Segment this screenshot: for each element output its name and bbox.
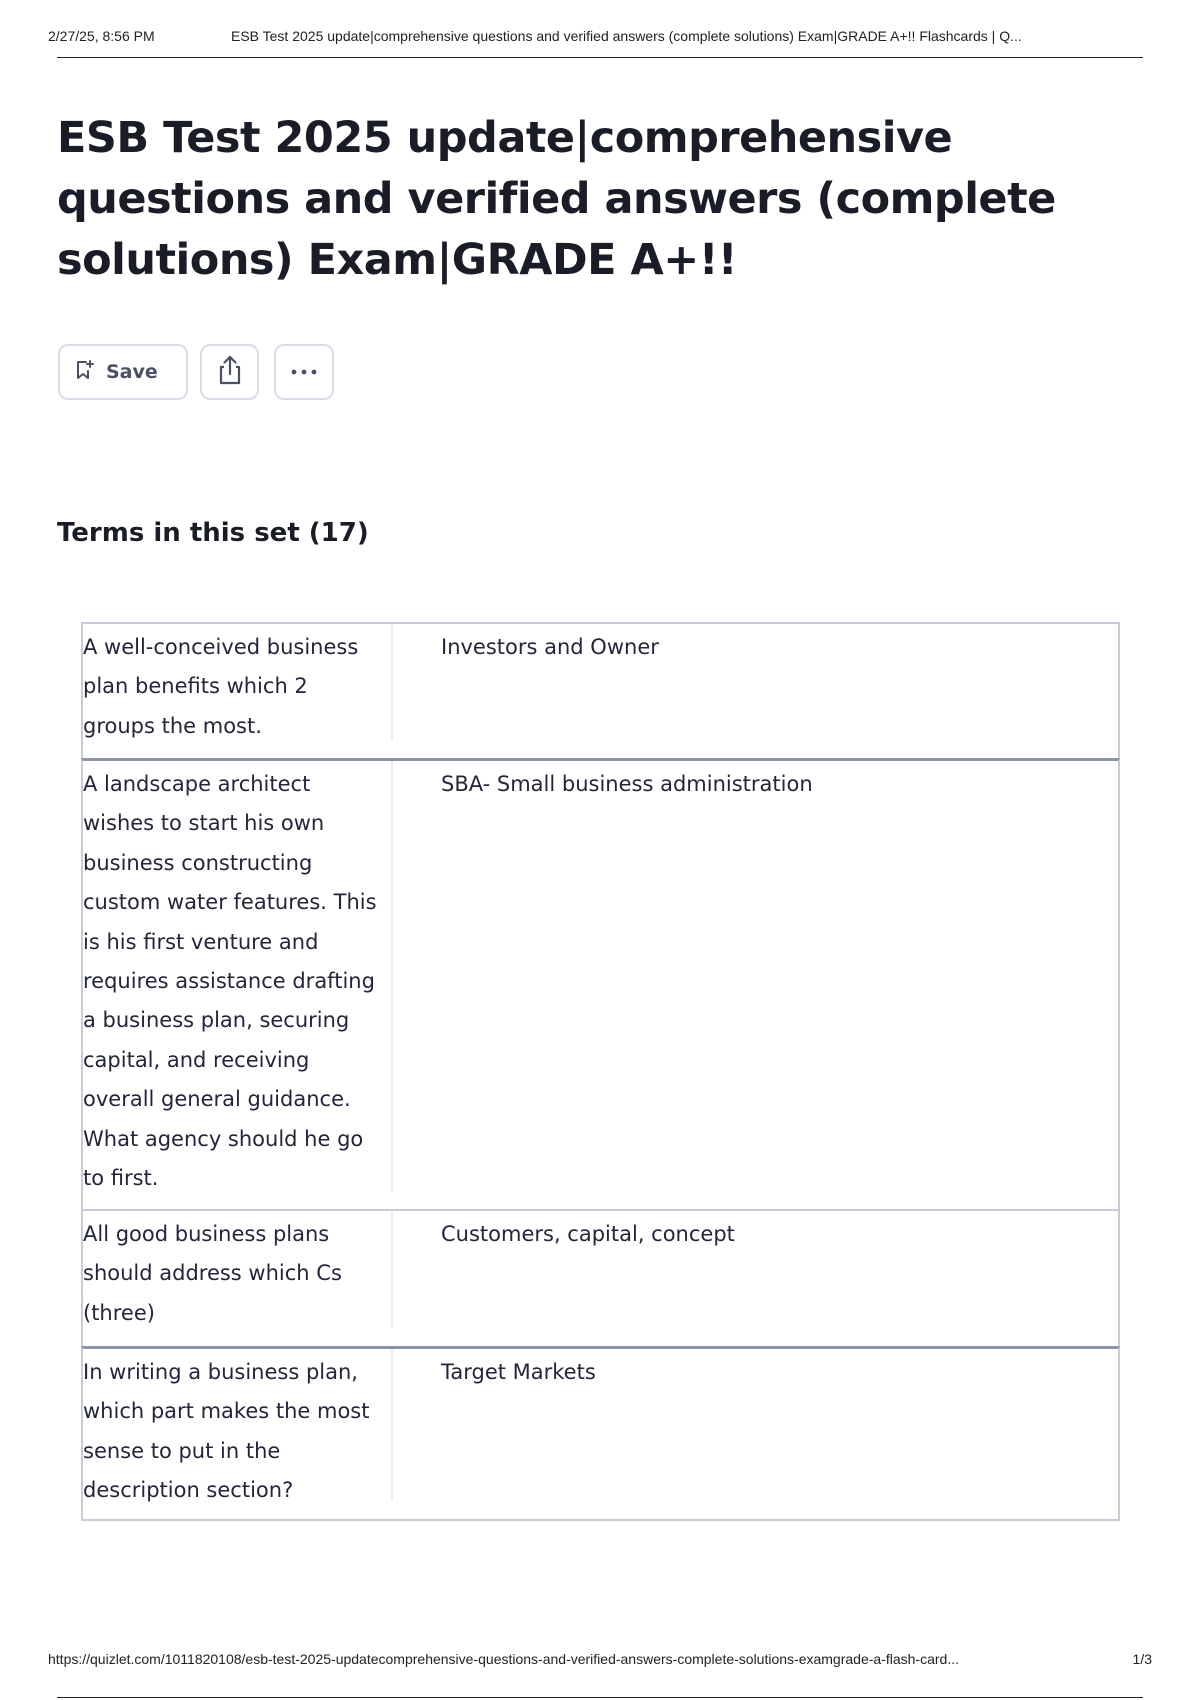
term-divider [391,624,393,740]
save-button-label: Save [106,361,158,383]
terms-heading: Terms in this set (17) [57,518,369,548]
definition-text: Customers, capital, concept [441,1222,735,1246]
term-text: A well-conceived business plan benefits which 2 groups the most. [83,635,359,738]
more-horizontal-icon [290,363,318,381]
term-card[interactable] [81,1346,1120,1521]
print-date: 2/27/25, 8:56 PM [48,28,155,44]
more-options-button[interactable] [274,344,334,400]
terms-list [81,622,1120,1519]
save-button[interactable] [58,344,188,400]
definition-text: SBA- Small business administration [441,772,813,796]
definition-text: Target Markets [441,1360,596,1384]
print-url: https://quizlet.com/1011820108/esb-test-2025-updatecomprehensive-questions-and-verified-answers-complete-solutions-examgrade-a-flash-card... [48,1651,959,1667]
term-text: All good business plans should address which Cs (three) [83,1222,342,1325]
term-text: In writing a business plan, which part makes the most sense to put in the description section? [83,1360,370,1503]
bookmark-plus-icon [76,360,94,385]
share-button[interactable] [200,344,259,400]
print-document-title: ESB Test 2025 update|comprehensive questions and verified answers (complete solutions) Exam|GRADE A+!! Flashcards | Q... [231,28,1022,44]
term-text: A landscape architect wishes to start his own business constructing custom water features. This is his first venture and requires assistance drafting a business plan, securing capital, and receiving overall general guidance. What agency should he go to first. [83,772,377,1191]
term-card[interactable] [81,758,1120,1211]
footer-divider [57,1697,1143,1698]
term-divider [391,761,393,1191]
header-divider [57,57,1143,58]
page-title: ESB Test 2025 update|comprehensive questions and verified answers (complete solutions) Exam|GRADE A+!! [57,113,1056,285]
term-divider [391,1349,393,1501]
term-card[interactable] [81,1209,1120,1348]
share-icon [216,355,244,390]
term-card[interactable] [81,622,1120,760]
term-divider [391,1211,393,1328]
page-number: 1/3 [1132,1651,1152,1667]
definition-text: Investors and Owner [441,635,659,659]
